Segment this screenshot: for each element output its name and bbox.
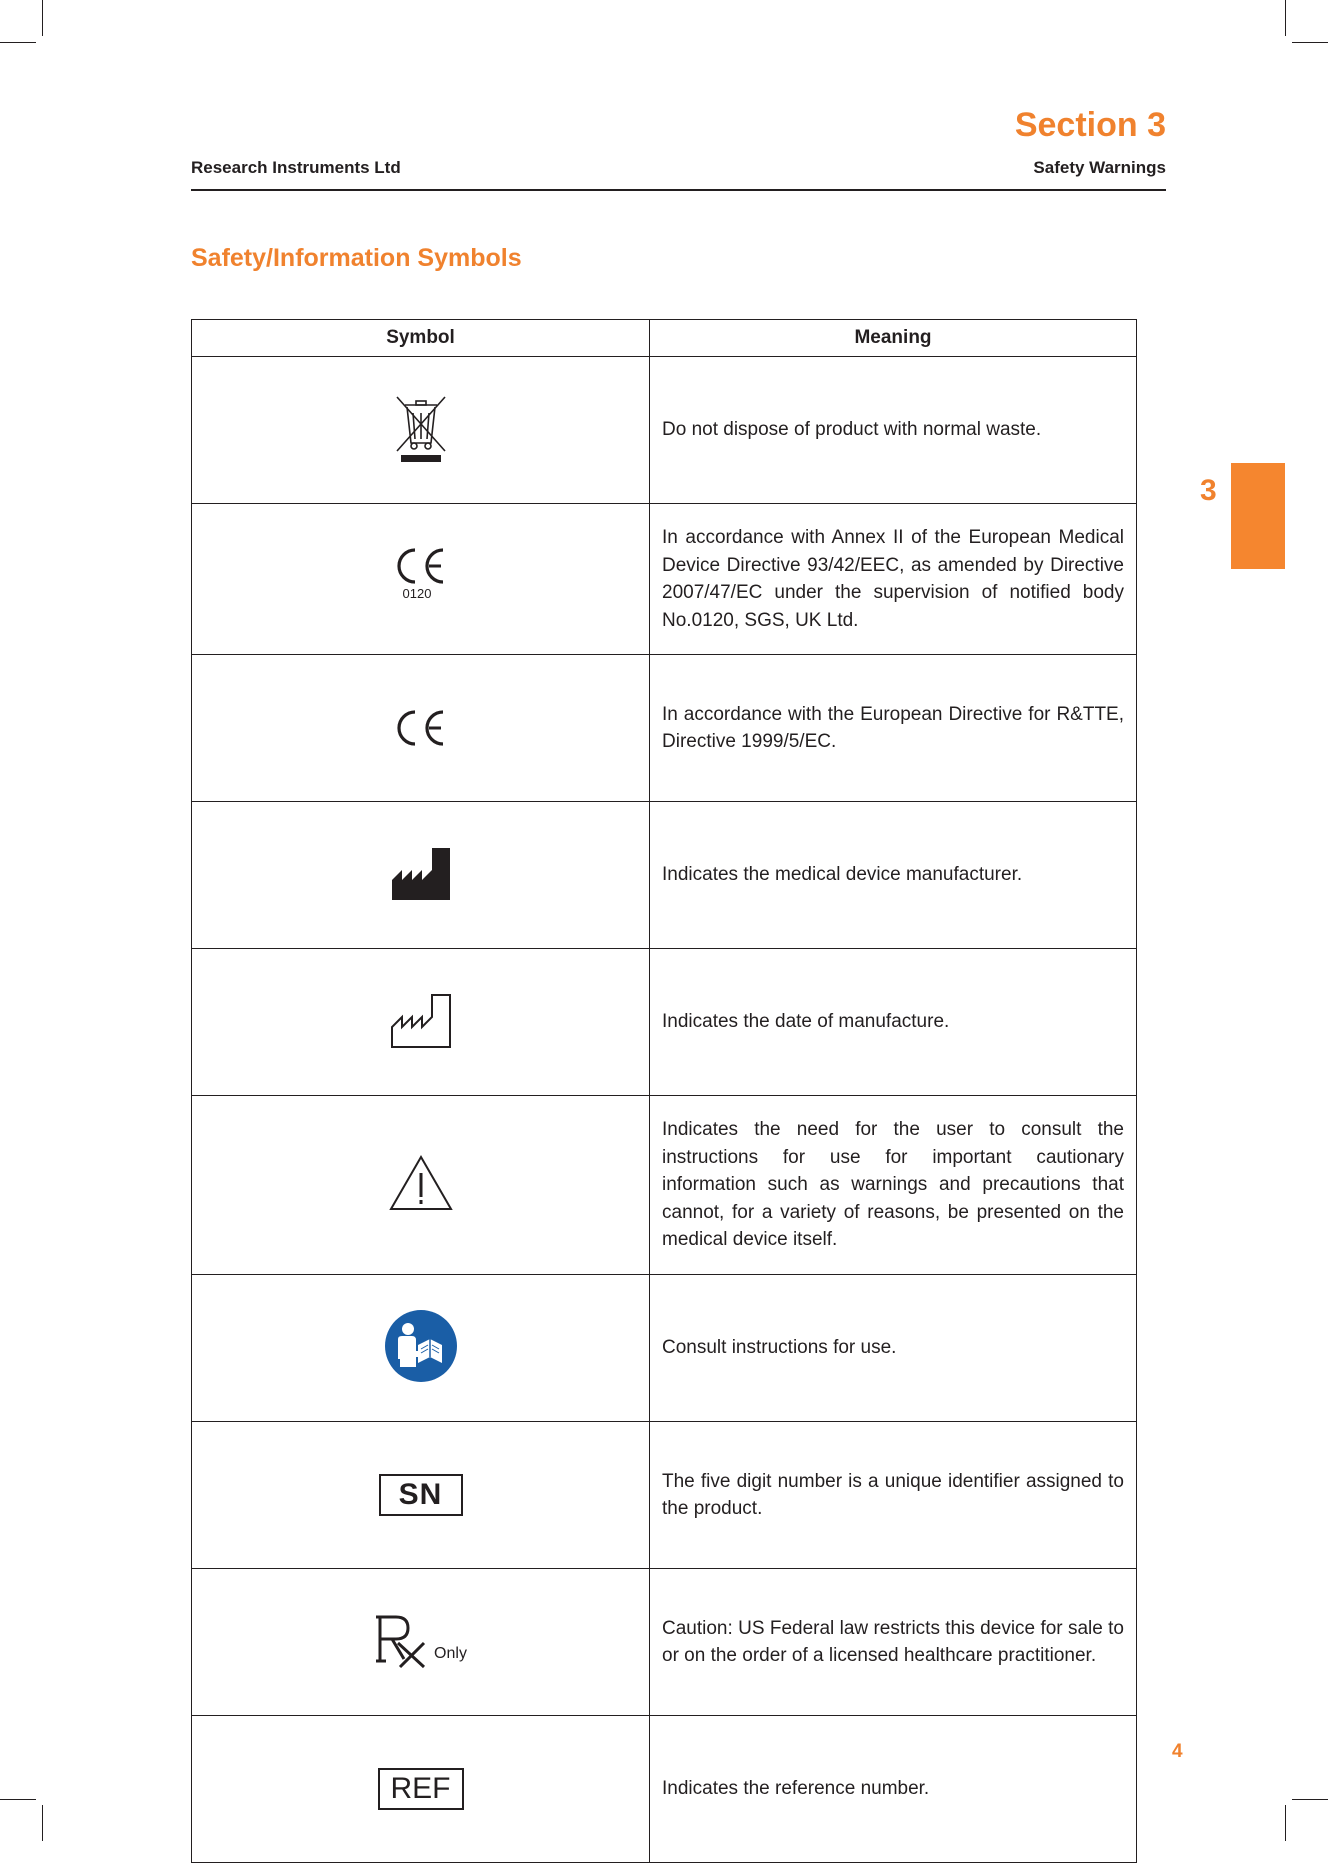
table-header-row	[192, 320, 1137, 357]
meaning-cell: Indicates the date of manufacture.	[650, 949, 1137, 1096]
rx-only-symbol	[374, 1611, 467, 1669]
table-row	[192, 1275, 1137, 1422]
symbol-cell	[192, 357, 650, 504]
table-row	[192, 1096, 1137, 1275]
header-divider	[191, 189, 1166, 191]
chapter-tab	[1231, 463, 1285, 569]
symbol-cell	[192, 1569, 650, 1716]
crop-mark	[42, 0, 43, 36]
meaning-cell: Consult instructions for use.	[650, 1275, 1137, 1422]
table-row	[192, 1422, 1137, 1569]
rx-icon	[374, 1611, 430, 1669]
symbol-cell	[192, 1096, 650, 1275]
rx-only-label: Only	[434, 1644, 467, 1662]
chapter-tab-number: 3	[1200, 474, 1217, 507]
manufacturer-icon	[390, 844, 452, 902]
ce-mark-icon	[391, 542, 451, 586]
date-of-manufacture-icon	[390, 991, 452, 1049]
table-row	[192, 504, 1137, 655]
table-row	[192, 1569, 1137, 1716]
crop-mark	[42, 1805, 43, 1841]
ce-mark-icon	[391, 704, 451, 748]
reference-number-icon: REF	[378, 1768, 464, 1810]
section-subtitle: Safety Warnings	[1033, 158, 1166, 177]
table-row	[192, 357, 1137, 504]
symbol-cell	[192, 1275, 650, 1422]
meaning-cell: Indicates the medical device manufacturer.	[650, 802, 1137, 949]
caution-triangle-icon	[388, 1154, 454, 1212]
crop-mark	[1285, 1805, 1286, 1841]
page-number: 4	[1172, 1741, 1183, 1762]
meaning-cell: Indicates the need for the user to consult the instructions for use for important cautionary information such as warnings and precautions that cannot, for a variety of reasons, be presented on the medical device itself.	[650, 1096, 1137, 1275]
symbol-cell	[192, 655, 650, 802]
page-title: Safety/Information Symbols	[191, 244, 522, 272]
symbol-cell	[192, 1422, 650, 1569]
crop-mark	[1285, 0, 1286, 36]
symbols-table	[191, 319, 1137, 1863]
section-title: Section 3	[1014, 106, 1166, 144]
serial-number-icon: SN	[379, 1474, 463, 1516]
ce-mark-with-notified-body	[391, 542, 451, 612]
symbol-cell	[192, 504, 650, 655]
meaning-cell: Caution: US Federal law restricts this device for sale to or on the order of a licensed healthcare practitioner.	[650, 1569, 1137, 1716]
meaning-cell: The five digit number is a unique identifier assigned to the product.	[650, 1422, 1137, 1569]
meaning-cell: Indicates the reference number.	[650, 1716, 1137, 1863]
symbol-cell	[192, 949, 650, 1096]
crop-mark	[0, 1799, 36, 1800]
meaning-column-header: Meaning	[650, 320, 1137, 357]
table-row	[192, 655, 1137, 802]
meaning-cell: In accordance with the European Directive for R&TTE, Directive 1999/5/EC.	[650, 655, 1137, 802]
symbol-cell	[192, 1716, 650, 1863]
meaning-cell: In accordance with Annex II of the European Medical Device Directive 93/42/EEC, as amended by Directive 2007/47/EC under the supervision of notified body No.0120, SGS, UK Ltd.	[650, 504, 1137, 655]
crop-mark	[0, 42, 36, 43]
company-name: Research Instruments Ltd	[191, 158, 401, 177]
symbol-column-header: Symbol	[192, 320, 650, 357]
symbol-cell	[192, 802, 650, 949]
table-row	[192, 1716, 1137, 1863]
table-row	[192, 949, 1137, 1096]
notified-body-number: 0120	[402, 585, 432, 601]
crop-mark	[1292, 1799, 1328, 1800]
meaning-cell: Do not dispose of product with normal waste.	[650, 357, 1137, 504]
consult-instructions-icon	[384, 1309, 458, 1383]
weee-crossed-bin-icon	[391, 393, 451, 463]
table-row	[192, 802, 1137, 949]
crop-mark	[1292, 42, 1328, 43]
